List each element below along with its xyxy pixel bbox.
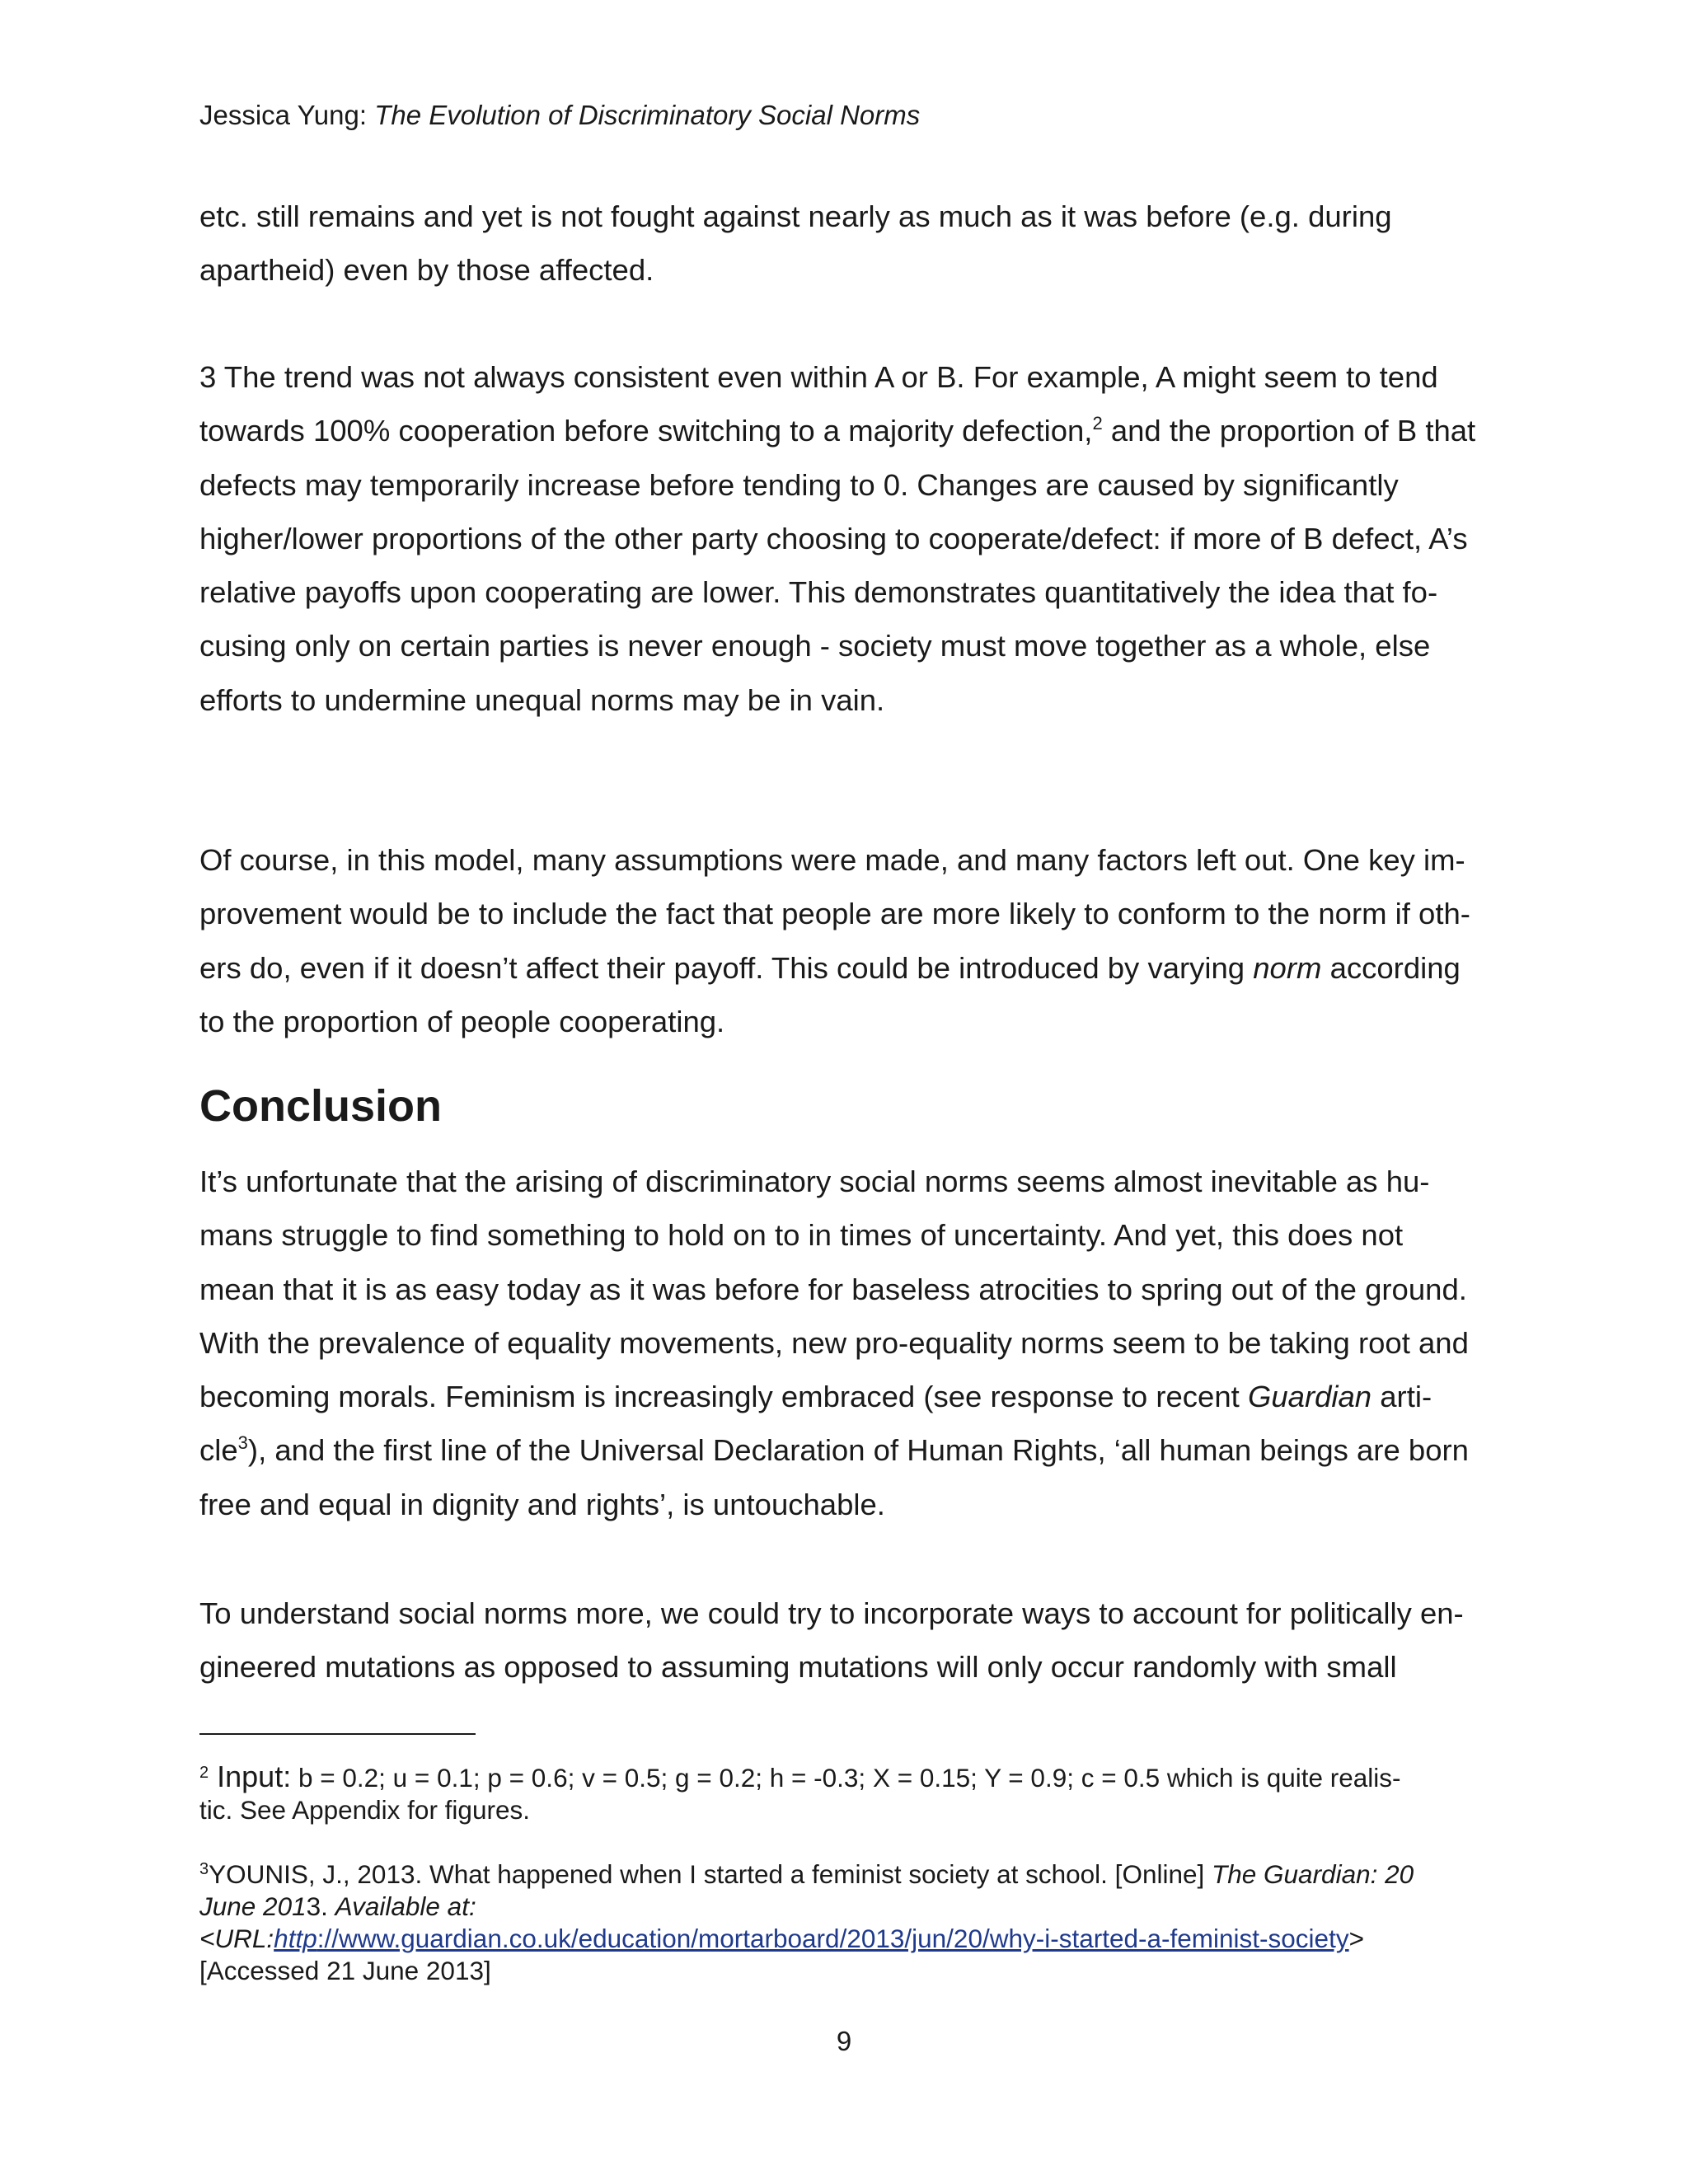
text-line bbox=[199, 1891, 1502, 1923]
page-number: 9 bbox=[836, 2026, 852, 2056]
text-line: 3 The trend was not always consistent even within A or B. For example, A might seem to tend bbox=[199, 360, 1438, 394]
text-line: defects may temporarily increase before tending to 0. Changes are caused by significantly bbox=[199, 467, 1399, 502]
text-line: relative payoffs upon cooperating are lower. This demonstrates quantitatively the idea that fo- bbox=[199, 575, 1438, 610]
text-line: provement would be to include the fact that people are more likely to conform to the norm if oth- bbox=[199, 897, 1470, 931]
text-line: etc. still remains and yet is not fought against nearly as much as it was before (e.g. during bbox=[199, 199, 1392, 233]
text-line: efforts to undermine unequal norms may be in vain. bbox=[199, 682, 885, 717]
text-line: apartheid) even by those affected. bbox=[199, 253, 654, 288]
text-span: and the proportion of B that bbox=[1102, 414, 1476, 448]
text-span: ), and the first line of the Universal Declaration of Human Rights, ‘all human beings are born bbox=[247, 1433, 1469, 1468]
text-line: mean that it is as easy today as it was before for baseless atrocities to spring out of the ground. bbox=[199, 1272, 1467, 1306]
paragraph-trend bbox=[199, 350, 1502, 727]
text-line: tic. See Appendix for figures. bbox=[199, 1795, 530, 1825]
text-line bbox=[199, 1858, 1502, 1891]
text-line: mans struggle to find something to hold on to in times of uncertainty. And yet, this does not bbox=[199, 1218, 1404, 1253]
text-line: Of course, in this model, many assumptions were made, and many factors left out. One key im- bbox=[199, 843, 1465, 877]
emphasis-guardian: Guardian bbox=[1247, 1380, 1372, 1414]
text-line: With the prevalence of equality movements, new pro-equality norms seem to be taking root and bbox=[199, 1325, 1469, 1360]
text-line bbox=[199, 1370, 1502, 1423]
header-title: The Evolution of Discriminatory Social Norms bbox=[374, 100, 921, 130]
text-span: arti- bbox=[1372, 1380, 1432, 1414]
text-span: The Guardian: 20 bbox=[1212, 1859, 1414, 1889]
paragraph-conclusion bbox=[199, 1155, 1502, 1531]
text-line: to the proportion of people cooperating. bbox=[199, 1004, 725, 1038]
footnote-number: 2 bbox=[199, 1764, 209, 1782]
text-span: cle bbox=[199, 1433, 238, 1468]
text-line: gineered mutations as opposed to assuming mutations will only occur randomly with small bbox=[199, 1650, 1397, 1685]
text-span: becoming morals. Feminism is increasingly embraced (see response to recent bbox=[199, 1380, 1248, 1414]
text-span: http bbox=[274, 1924, 317, 1953]
text-span: ://www.guardian.co.uk/education/mortarboard/2013/jun/20/why-i-started-a-feminist-society bbox=[316, 1924, 1349, 1953]
text-span: > bbox=[1348, 1924, 1364, 1953]
text-line bbox=[199, 1423, 1502, 1477]
running-header bbox=[199, 97, 920, 134]
footnote-3 bbox=[199, 1858, 1502, 1987]
text-span: June 201 bbox=[199, 1891, 307, 1921]
text-span: b = 0.2; u = 0.1; p = 0.6; v = 0.5; g = 0.2; h = -0.3; X = 0.15; Y = 0.9; c = 0.5 which is quite realis- bbox=[291, 1763, 1401, 1793]
footnote-2 bbox=[199, 1760, 1502, 1826]
paragraph-understand bbox=[199, 1586, 1502, 1694]
text-line: To understand social norms more, we could try to incorporate ways to account for politically en- bbox=[199, 1596, 1464, 1630]
paragraph-assumptions bbox=[199, 833, 1502, 1048]
section-heading-conclusion: Conclusion bbox=[199, 1081, 442, 1131]
paragraph-continuation bbox=[199, 190, 1502, 298]
text-line: cusing only on certain parties is never enough - society must move together as a whole, else bbox=[199, 629, 1431, 663]
text-line: higher/lower proportions of the other party choosing to cooperate/defect: if more of B defect, A’s bbox=[199, 521, 1468, 555]
text-line: It’s unfortunate that the arising of discriminatory social norms seems almost inevitable as hu- bbox=[199, 1165, 1430, 1198]
text-line: [Accessed 21 June 2013] bbox=[199, 1956, 491, 1985]
header-author: Jessica Yung: bbox=[199, 100, 375, 130]
footnote-ref-3: 3 bbox=[237, 1432, 248, 1454]
text-line bbox=[199, 941, 1502, 995]
text-span: according bbox=[1321, 950, 1461, 985]
text-span: towards 100% cooperation before switching to a majority defection, bbox=[199, 414, 1093, 448]
text-line bbox=[199, 404, 1502, 457]
text-span: Input: bbox=[209, 1760, 292, 1793]
text-span: Available at: bbox=[335, 1891, 476, 1921]
text-span: <URL: bbox=[199, 1924, 274, 1953]
guardian-article-link[interactable] bbox=[274, 1924, 1348, 1953]
emphasis-norm: norm bbox=[1253, 950, 1322, 985]
text-span: ers do, even if it doesn’t affect their payoff. This could be introduced by varying bbox=[199, 950, 1254, 985]
footnote-number: 3 bbox=[199, 1860, 209, 1878]
text-line bbox=[199, 1760, 1502, 1794]
text-line: free and equal in dignity and rights’, is untouchable. bbox=[199, 1487, 885, 1521]
footnote-ref-2: 2 bbox=[1092, 413, 1103, 434]
text-line bbox=[199, 1923, 1502, 1955]
text-span: YOUNIS, J., 2013. What happened when I started a feminist society at school. [Online] bbox=[209, 1859, 1212, 1889]
footnote-separator bbox=[199, 1733, 476, 1735]
text-span: 3. bbox=[306, 1891, 335, 1921]
